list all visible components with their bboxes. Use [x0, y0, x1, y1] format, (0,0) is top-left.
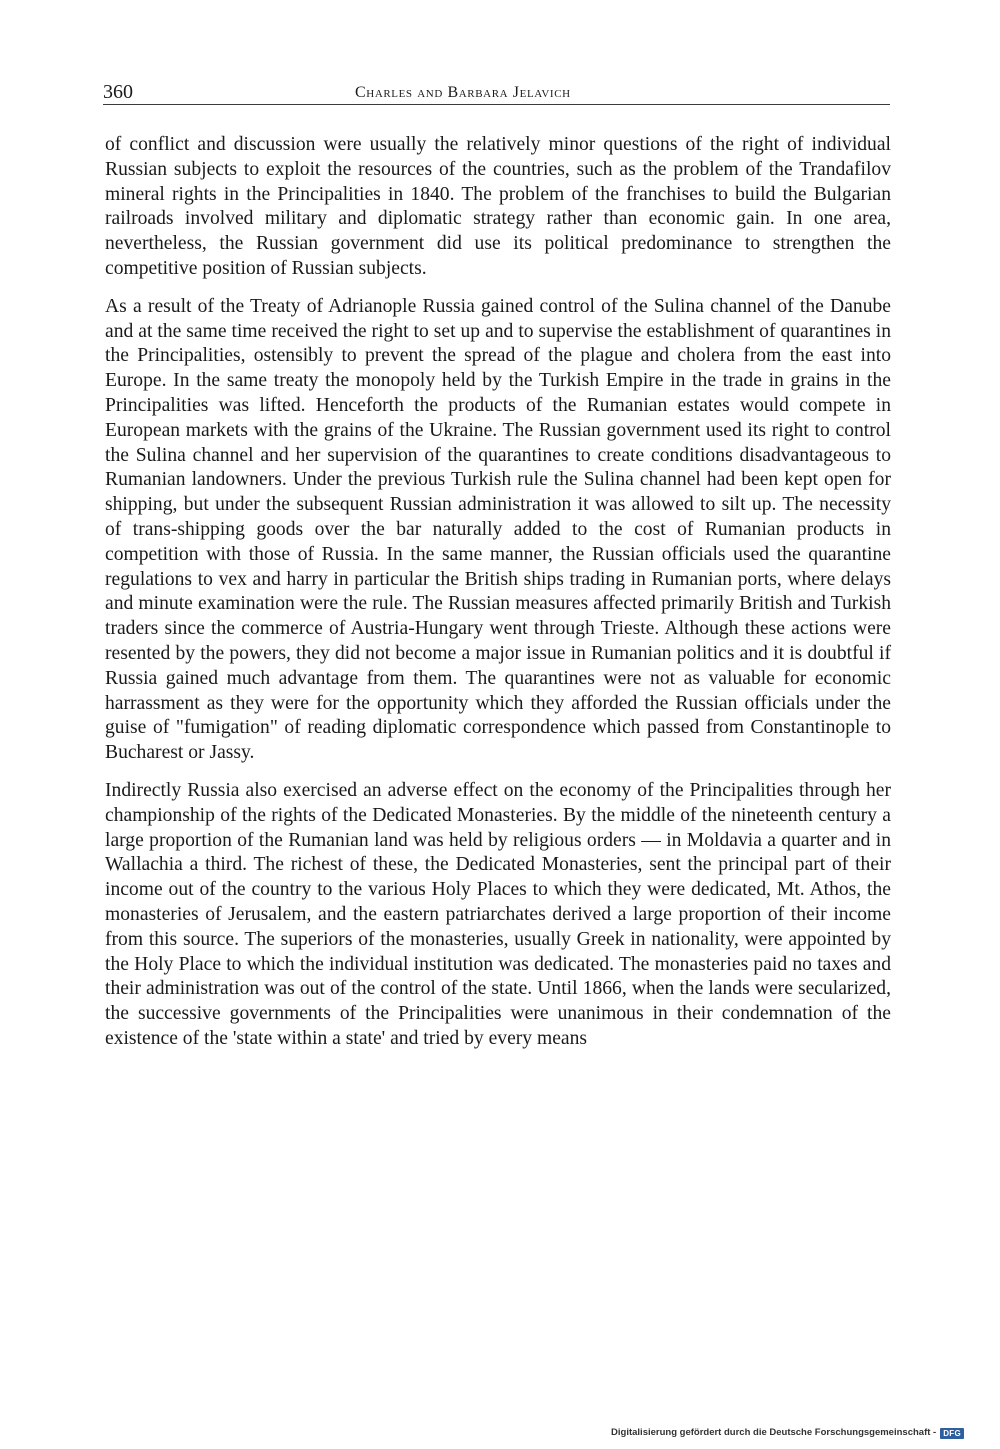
credit-text: Digitalisierung gefördert durch die Deutsche Forschungsgemeinschaft - [611, 1427, 937, 1438]
dfg-logo-icon: DFG [940, 1428, 964, 1439]
running-head: Charles and Barbara Jelavich [355, 84, 571, 101]
header-rule [103, 104, 890, 105]
page-number: 360 [103, 81, 133, 103]
paragraph-2: As a result of the Treaty of Adrianople Russia gained control of the Sulina channel of the Danube and at the same time received the right to set up and to supervise the establishment of quarantines in the Principalities, ostensibly to prevent the spread of the plague and cholera from the east into Europe. In the same treaty the monopoly held by the Turkish Empire in the trade in grains in the Principalities was lifted. Henceforth the products of the Rumanian estates would compete in European markets with the grains of the Ukraine. The Russian government used its right to control the Sulina channel and her supervision of the quarantines to create conditions disadvantageous to Rumanian landowners. Under the previous Turkish rule the Sulina channel had been kept open for shipping, but under the subsequent Russian administration it was allowed to silt up. The necessity of trans-shipping goods over the bar naturally added to the cost of Rumanian products in competition with those of Russia. In the same manner, the Russian officials used the quarantine regulations to vex and harry in particular the British ships trading in Rumanian ports, where delays and minute examination were the rule. The Russian measures affected primarily British and Turkish traders since the commerce of Austria-Hungary went through Trieste. Although these actions were resented by the powers, they did not become a major issue in Rumanian politics and it is doubtful if Russia gained much advantage from them. The quarantines were not as valuable for economic harrassment as they were for the opportunity which they afforded the Russian officials under the guise of "fumigation" of reading diplomatic correspondence which passed from Constantinople to Bucharest or Jassy. [105, 295, 891, 764]
paragraph-3: Indirectly Russia also exercised an adverse effect on the economy of the Principalities through her championship of the rights of the Dedicated Monasteries. By the middle of the nineteenth century a large proportion of the Rumanian land was held by religious orders — in Moldavia a quarter and in Wallachia a third. The richest of these, the Dedicated Monasteries, sent the principal part of their income out of the country to the various Holy Places to which they were dedicated, Mt. Athos, the monasteries of Jerusalem, and the eastern patriarchates derived a large proportion of their income from this source. The superiors of the monasteries, usually Greek in nationality, were appointed by the Holy Place to which the individual institution was dedicated. The monasteries paid no taxes and their administration was out of the control of the state. Until 1866, when the lands were secularized, the successive governments of the Principalities were unanimous in their condemnation of the existence of the 'state within a state' and tried by every means [105, 779, 891, 1049]
paragraph-1: of conflict and discussion were usually the relatively minor questions of the right of individual Russian subjects to exploit the resources of the countries, such as the problem of the Trandafilov mineral rights in the Principalities in 1840. The problem of the franchises to build the Bulgarian railroads involved military and diplomatic strategy rather than economic gain. In one area, nevertheless, the Russian government did use its political predominance to strengthen the competitive position of Russian subjects. [105, 134, 891, 279]
digitization-credit [611, 1427, 964, 1439]
body-text [105, 133, 891, 1052]
